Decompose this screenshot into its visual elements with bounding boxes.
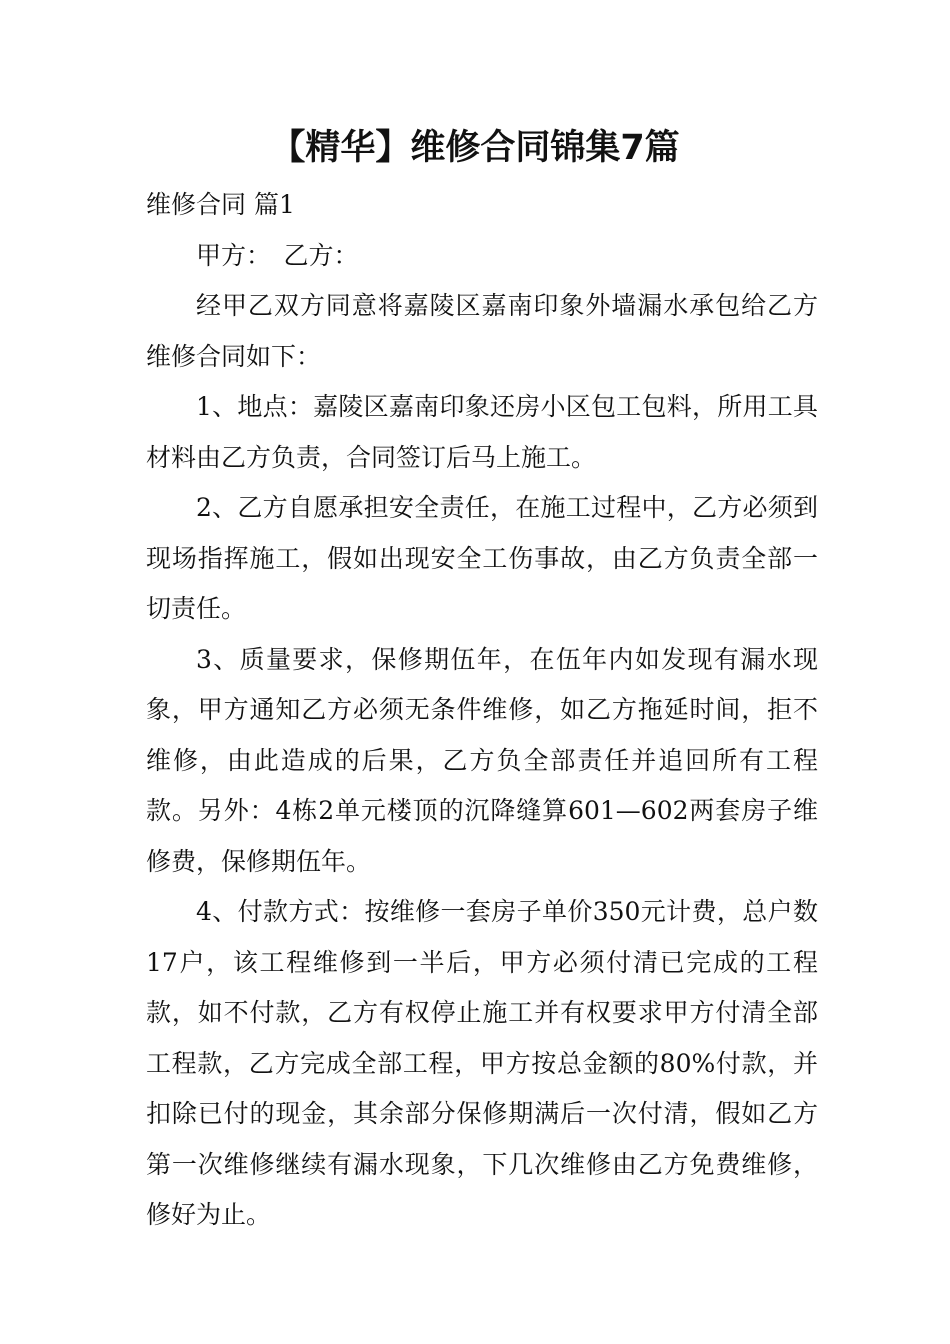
paragraph-clause-2: 2、乙方自愿承担安全责任，在施工过程中，乙方必须到现场指挥施工，假如出现安全工伤事故，由乙方负责全部一切责任。 bbox=[146, 493, 818, 623]
paragraph-intro: 经甲乙双方同意将嘉陵区嘉南印象外墙漏水承包给乙方维修合同如下： bbox=[146, 291, 818, 371]
paragraph-clause-4: 4、付款方式：按维修一套房子单价350元计费，总户数17户，该工程维修到一半后，甲方必须付清已完成的工程款，如不付款，乙方有权停止施工并有权要求甲方付清全部工程款，乙方完成全部工程，甲方按总金额的80%付款，并扣除已付的现金，其余部分保修期满后一次付清，假如乙方第一次维修继续有漏水现象，下几次维修由乙方免费维修，修好为止。 bbox=[146, 897, 818, 1229]
section-heading: 维修合同 篇1 bbox=[146, 190, 295, 219]
document-title: 【精华】维修合同锦集7篇 bbox=[270, 128, 680, 168]
paragraph-clause-3: 3、质量要求，保修期伍年，在伍年内如发现有漏水现象，甲方通知乙方必须无条件维修，如乙方拖延时间，拒不维修，由此造成的后果，乙方负全部责任并追回所有工程款。另外：4栋2单元楼顶的沉降缝算601—602两套房子维修费，保修期伍年。 bbox=[146, 644, 818, 876]
party-line: 甲方： 乙方： bbox=[196, 240, 359, 270]
paragraph-clause-1: 1、地点：嘉陵区嘉南印象还房小区包工包料，所用工具材料由乙方负责，合同签订后马上施工。 bbox=[146, 392, 818, 472]
document-body bbox=[146, 180, 818, 1241]
